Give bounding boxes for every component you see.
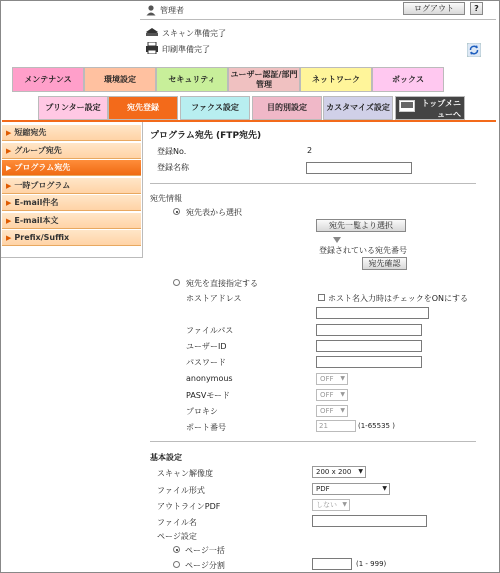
- host-name-checkbox[interactable]: [318, 294, 325, 301]
- top-tab-0[interactable]: メンテナンス: [12, 67, 84, 92]
- outline-pdf-label: アウトラインPDF: [157, 502, 221, 511]
- radio-direct-label: 宛先を直接指定する: [186, 279, 258, 288]
- sidebar-item-4[interactable]: [2, 195, 141, 211]
- page-split-range: (1 - 999): [356, 560, 387, 568]
- sidebar-item-5[interactable]: [2, 213, 141, 229]
- dest-info-title: 宛先情報: [150, 194, 182, 203]
- printer-icon: [145, 42, 159, 54]
- sub-tab-0[interactable]: プリンター設定: [38, 96, 108, 120]
- radio-page-split[interactable]: [173, 561, 180, 568]
- sidebar-item-label: 短縮宛先: [14, 128, 47, 137]
- sidebar-item-6[interactable]: [2, 230, 141, 246]
- reg-no-label: 登録No.: [157, 147, 187, 156]
- refresh-icon[interactable]: [467, 43, 481, 57]
- page-batch-label: ページ一括: [185, 546, 225, 555]
- sub-tab-5[interactable]: トップメニューへ: [395, 96, 465, 120]
- scan-status: スキャン準備完了: [162, 29, 226, 38]
- sidebar-item-0[interactable]: [2, 125, 141, 141]
- radio-page-batch[interactable]: [173, 546, 180, 553]
- top-tab-1[interactable]: 環境設定: [84, 67, 156, 92]
- chevron-right-icon: ▶: [6, 216, 12, 225]
- reg-name-input[interactable]: [306, 162, 412, 174]
- top-tab-4[interactable]: ネットワーク: [300, 67, 372, 92]
- sub-tab-4[interactable]: カスタマイズ設定: [323, 96, 393, 120]
- chevron-right-icon: ▶: [6, 199, 12, 207]
- password-label: パスワード: [186, 358, 226, 367]
- host-address-input[interactable]: [316, 307, 429, 319]
- sidebar-item-1[interactable]: [2, 143, 141, 159]
- anonymous-select[interactable]: OFF ▼: [316, 373, 348, 385]
- reg-name-label: 登録名称: [157, 163, 189, 172]
- port-input[interactable]: 21: [316, 420, 356, 432]
- file-name-label: ファイル名: [157, 518, 197, 527]
- scanner-icon: [145, 26, 159, 38]
- sidebar-item-label: Prefix/Suffix: [14, 233, 70, 242]
- page-split-input[interactable]: [312, 558, 352, 570]
- sub-tab-1[interactable]: 宛先登録: [108, 96, 178, 120]
- file-format-label: ファイル形式: [157, 486, 205, 495]
- resolution-label: スキャン解像度: [157, 469, 213, 478]
- chevron-right-icon: ▶: [6, 234, 12, 242]
- chevron-right-icon: ▶: [6, 146, 12, 155]
- sidebar-item-2[interactable]: [2, 160, 141, 176]
- radio-select-from-list[interactable]: [173, 208, 180, 215]
- sidebar-item-label: グループ宛先: [14, 145, 62, 155]
- user-label: 管理者: [160, 6, 184, 15]
- chevron-right-icon: ▶: [6, 181, 12, 190]
- file-path-label: ファイルパス: [186, 326, 234, 335]
- anonymous-label: anonymous: [186, 374, 233, 383]
- top-tab-3[interactable]: ユーザー認証/部門管理: [228, 67, 300, 92]
- pasv-select[interactable]: OFF ▼: [316, 389, 348, 401]
- sidebar-item-label: E-mail件名: [14, 198, 59, 207]
- reg-no-value: 2: [307, 146, 313, 155]
- radio-direct-input[interactable]: [173, 279, 180, 286]
- sidebar-item-label: 一時プログラム: [14, 180, 71, 190]
- basic-settings-title: 基本設定: [150, 453, 182, 462]
- resolution-select[interactable]: 200 x 200 ▼: [312, 466, 366, 478]
- host-address-label: ホストアドレス: [186, 294, 242, 303]
- port-label: ポート番号: [186, 423, 226, 432]
- sidebar-item-3[interactable]: [2, 178, 141, 194]
- top-tab-2[interactable]: セキュリティ: [156, 67, 228, 92]
- user-id-input[interactable]: [316, 340, 422, 352]
- top-menu-icon: [399, 100, 415, 112]
- page-title: プログラム宛先 (FTP宛先): [150, 131, 262, 141]
- help-button[interactable]: ?: [470, 2, 483, 15]
- page-setting-label: ページ設定: [157, 532, 197, 541]
- file-format-select[interactable]: PDF ▼: [312, 483, 390, 495]
- divider-2: [150, 441, 476, 442]
- user-icon: [145, 4, 157, 16]
- chevron-right-icon: ▶: [6, 129, 12, 137]
- file-path-input[interactable]: [316, 324, 422, 336]
- registered-number-label: 登録されている宛先番号: [319, 246, 407, 255]
- logout-button[interactable]: ログアウト: [403, 2, 465, 15]
- host-checkbox-label: ホスト名入力時はチェックをONにする: [328, 294, 469, 303]
- proxy-select[interactable]: OFF ▼: [316, 405, 348, 417]
- header-divider: [140, 19, 496, 20]
- user-id-label: ユーザーID: [186, 342, 227, 351]
- down-arrow-icon: [333, 236, 341, 242]
- divider-1: [150, 183, 476, 184]
- sub-tab-3[interactable]: 目的別設定: [252, 96, 322, 120]
- file-name-input[interactable]: [312, 515, 427, 527]
- top-tab-5[interactable]: ボックス: [372, 67, 444, 92]
- sub-tab-2[interactable]: ファクス設定: [180, 96, 250, 120]
- page-split-label: ページ分割: [185, 561, 225, 570]
- password-input[interactable]: [316, 356, 422, 368]
- port-range: (1-65535 ): [358, 422, 395, 430]
- print-status: 印刷準備完了: [162, 45, 210, 54]
- select-from-list-button[interactable]: 宛先一覧より選択: [316, 219, 406, 232]
- outline-pdf-select[interactable]: しない ▼: [312, 499, 350, 511]
- proxy-label: プロキシ: [186, 407, 218, 416]
- sidebar-item-label: プログラム宛先: [14, 163, 71, 172]
- chevron-right-icon: ▶: [6, 164, 12, 172]
- sidebar-item-label: E-mail本文: [14, 215, 59, 225]
- radio-select-label: 宛先表から選択: [186, 208, 242, 217]
- confirm-destination-button[interactable]: 宛先確認: [362, 257, 407, 270]
- pasv-label: PASVモード: [186, 391, 231, 400]
